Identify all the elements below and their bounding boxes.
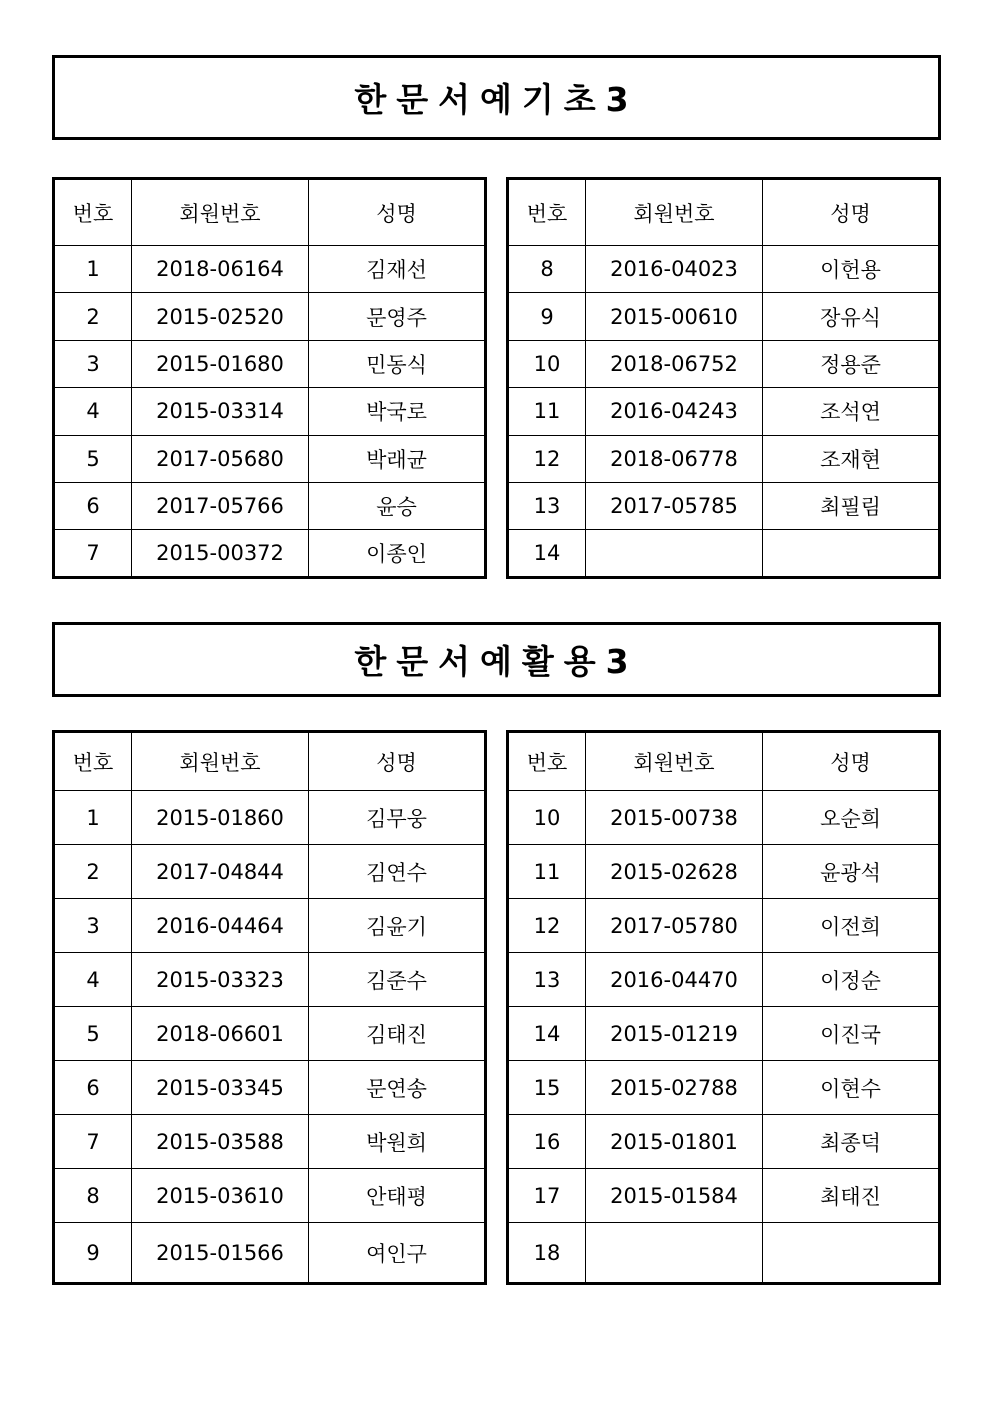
table-row xyxy=(508,1169,940,1223)
table-row xyxy=(54,435,486,482)
table-header-row xyxy=(54,732,486,791)
cell-member-id: 2015-00372 xyxy=(132,530,309,577)
cell-number: 6 xyxy=(54,1061,132,1115)
cell-number: 10 xyxy=(508,340,586,387)
cell-name: 최종덕 xyxy=(763,1115,940,1169)
cell-number: 13 xyxy=(508,953,586,1007)
header-number: 번호 xyxy=(508,732,586,791)
cell-number: 9 xyxy=(508,293,586,340)
table-row xyxy=(508,340,940,387)
cell-number: 11 xyxy=(508,388,586,435)
table-row xyxy=(508,388,940,435)
cell-name: 김준수 xyxy=(309,953,486,1007)
table-row xyxy=(54,953,486,1007)
cell-name: 문연송 xyxy=(309,1061,486,1115)
cell-name: 윤광석 xyxy=(763,845,940,899)
cell-number: 13 xyxy=(508,482,586,529)
cell-number: 12 xyxy=(508,899,586,953)
table-row xyxy=(54,791,486,845)
cell-member-id: 2017-05766 xyxy=(132,482,309,529)
header-member-id: 회원번호 xyxy=(132,732,309,791)
cell-name: 안태평 xyxy=(309,1169,486,1223)
cell-member-id: 2016-04243 xyxy=(586,388,763,435)
cell-name: 민동식 xyxy=(309,340,486,387)
header-number: 번호 xyxy=(508,179,586,246)
table-row xyxy=(508,482,940,529)
cell-member-id: 2015-01584 xyxy=(586,1169,763,1223)
cell-number: 8 xyxy=(508,246,586,293)
cell-name: 박원희 xyxy=(309,1115,486,1169)
cell-member-id: 2015-03314 xyxy=(132,388,309,435)
cell-number: 10 xyxy=(508,791,586,845)
cell-member-id: 2018-06752 xyxy=(586,340,763,387)
cell-member-id: 2015-01219 xyxy=(586,1007,763,1061)
header-name: 성명 xyxy=(763,179,940,246)
cell-number: 5 xyxy=(54,435,132,482)
table-row xyxy=(508,246,940,293)
roster-table-application-right xyxy=(506,730,941,1285)
cell-number: 11 xyxy=(508,845,586,899)
cell-number: 8 xyxy=(54,1169,132,1223)
table-row xyxy=(508,791,940,845)
table-row xyxy=(508,845,940,899)
cell-member-id: 2015-02520 xyxy=(132,293,309,340)
table-row xyxy=(54,246,486,293)
cell-name: 문영주 xyxy=(309,293,486,340)
cell-number: 12 xyxy=(508,435,586,482)
roster-table-application-left xyxy=(52,730,487,1285)
table-row xyxy=(54,482,486,529)
cell-name: 조재현 xyxy=(763,435,940,482)
cell-number: 14 xyxy=(508,1007,586,1061)
cell-name: 조석연 xyxy=(763,388,940,435)
cell-number: 2 xyxy=(54,845,132,899)
table-row xyxy=(508,530,940,577)
cell-member-id: 2018-06601 xyxy=(132,1007,309,1061)
cell-number: 7 xyxy=(54,1115,132,1169)
cell-member-id: 2015-03345 xyxy=(132,1061,309,1115)
cell-name: 윤승 xyxy=(309,482,486,529)
table-row xyxy=(54,530,486,577)
table-row xyxy=(54,293,486,340)
cell-member-id: 2016-04464 xyxy=(132,899,309,953)
header-name: 성명 xyxy=(309,179,486,246)
cell-number: 2 xyxy=(54,293,132,340)
cell-number: 14 xyxy=(508,530,586,577)
cell-name: 박래균 xyxy=(309,435,486,482)
cell-name: 여인구 xyxy=(309,1223,486,1284)
cell-name: 박국로 xyxy=(309,388,486,435)
cell-name: 김재선 xyxy=(309,246,486,293)
cell-name: 최필림 xyxy=(763,482,940,529)
table-row xyxy=(54,899,486,953)
table-row xyxy=(508,1007,940,1061)
cell-name: 이정순 xyxy=(763,953,940,1007)
table-header-row xyxy=(508,732,940,791)
cell-name: 장유식 xyxy=(763,293,940,340)
header-member-id: 회원번호 xyxy=(586,179,763,246)
cell-member-id: 2015-01801 xyxy=(586,1115,763,1169)
header-name: 성명 xyxy=(763,732,940,791)
cell-member-id: 2015-00738 xyxy=(586,791,763,845)
section-title-application: 한문서예활용3 xyxy=(52,622,941,697)
table-row xyxy=(54,340,486,387)
cell-number: 15 xyxy=(508,1061,586,1115)
table-row xyxy=(54,1223,486,1284)
cell-number: 6 xyxy=(54,482,132,529)
cell-name: 이헌용 xyxy=(763,246,940,293)
table-row xyxy=(54,1007,486,1061)
cell-name: 김무웅 xyxy=(309,791,486,845)
cell-number: 16 xyxy=(508,1115,586,1169)
cell-member-id: 2015-03323 xyxy=(132,953,309,1007)
table-header-row xyxy=(54,179,486,246)
cell-member-id xyxy=(586,530,763,577)
cell-number: 5 xyxy=(54,1007,132,1061)
roster-table-basics-right xyxy=(506,177,941,579)
cell-name: 정용준 xyxy=(763,340,940,387)
cell-member-id: 2015-01860 xyxy=(132,791,309,845)
cell-number: 1 xyxy=(54,791,132,845)
header-name: 성명 xyxy=(309,732,486,791)
table-row xyxy=(508,1115,940,1169)
cell-member-id: 2017-04844 xyxy=(132,845,309,899)
table-row xyxy=(508,293,940,340)
cell-number: 9 xyxy=(54,1223,132,1284)
table-row xyxy=(508,899,940,953)
cell-member-id: 2017-05780 xyxy=(586,899,763,953)
cell-name xyxy=(763,1223,940,1284)
header-member-id: 회원번호 xyxy=(586,732,763,791)
table-row xyxy=(508,435,940,482)
cell-member-id: 2015-00610 xyxy=(586,293,763,340)
cell-name: 이전희 xyxy=(763,899,940,953)
header-number: 번호 xyxy=(54,732,132,791)
cell-member-id: 2017-05785 xyxy=(586,482,763,529)
cell-member-id: 2018-06164 xyxy=(132,246,309,293)
cell-number: 4 xyxy=(54,953,132,1007)
table-header-row xyxy=(508,179,940,246)
section-title-basics: 한문서예기초3 xyxy=(52,55,941,140)
cell-name: 김윤기 xyxy=(309,899,486,953)
cell-member-id: 2016-04470 xyxy=(586,953,763,1007)
table-row xyxy=(508,953,940,1007)
cell-number: 3 xyxy=(54,899,132,953)
cell-member-id xyxy=(586,1223,763,1284)
cell-name: 이현수 xyxy=(763,1061,940,1115)
cell-name: 김태진 xyxy=(309,1007,486,1061)
cell-member-id: 2015-03588 xyxy=(132,1115,309,1169)
cell-number: 17 xyxy=(508,1169,586,1223)
cell-name: 이진국 xyxy=(763,1007,940,1061)
cell-number: 1 xyxy=(54,246,132,293)
cell-member-id: 2015-01566 xyxy=(132,1223,309,1284)
table-row xyxy=(54,1115,486,1169)
cell-member-id: 2015-01680 xyxy=(132,340,309,387)
cell-number: 18 xyxy=(508,1223,586,1284)
cell-name: 오순희 xyxy=(763,791,940,845)
cell-member-id: 2015-02788 xyxy=(586,1061,763,1115)
cell-name: 이종인 xyxy=(309,530,486,577)
cell-member-id: 2016-04023 xyxy=(586,246,763,293)
cell-number: 3 xyxy=(54,340,132,387)
table-row xyxy=(508,1223,940,1284)
cell-member-id: 2015-03610 xyxy=(132,1169,309,1223)
table-row xyxy=(508,1061,940,1115)
table-row xyxy=(54,1061,486,1115)
header-number: 번호 xyxy=(54,179,132,246)
cell-member-id: 2017-05680 xyxy=(132,435,309,482)
cell-name: 김연수 xyxy=(309,845,486,899)
table-row xyxy=(54,388,486,435)
cell-number: 4 xyxy=(54,388,132,435)
roster-table-basics-left xyxy=(52,177,487,579)
header-member-id: 회원번호 xyxy=(132,179,309,246)
cell-name: 최태진 xyxy=(763,1169,940,1223)
table-row xyxy=(54,1169,486,1223)
cell-number: 7 xyxy=(54,530,132,577)
table-row xyxy=(54,845,486,899)
cell-member-id: 2015-02628 xyxy=(586,845,763,899)
cell-name xyxy=(763,530,940,577)
cell-member-id: 2018-06778 xyxy=(586,435,763,482)
